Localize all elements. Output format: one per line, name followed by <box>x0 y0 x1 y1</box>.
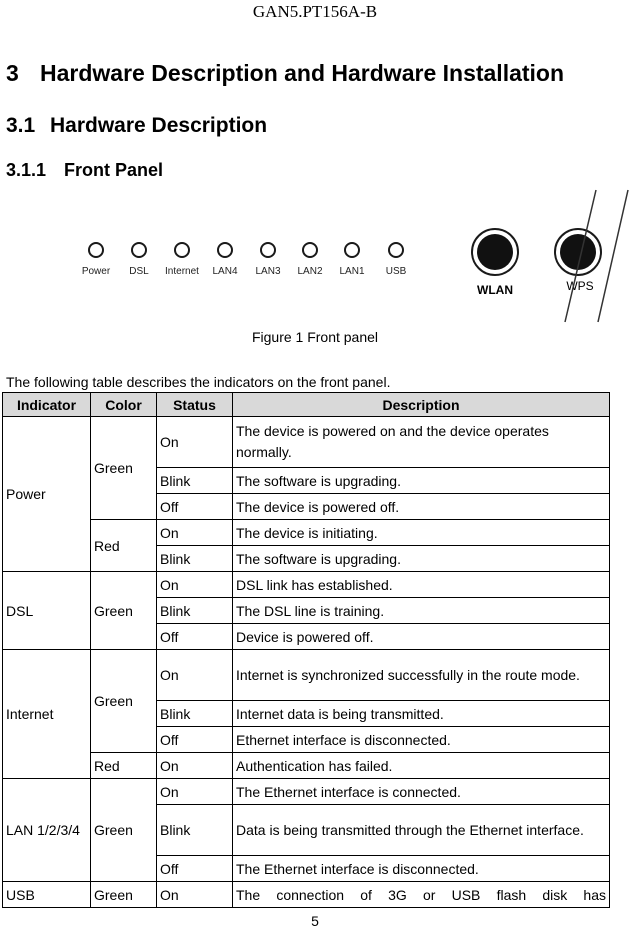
table-row <box>3 650 610 701</box>
color-cell: Green <box>91 572 157 650</box>
status-cell: Blink <box>157 805 233 856</box>
color-cell: Red <box>91 520 157 572</box>
indicator-cell: LAN 1/2/3/4 <box>3 779 91 882</box>
status-cell: Off <box>157 727 233 753</box>
indicator-cell: Internet <box>3 650 91 779</box>
table-row <box>3 882 610 908</box>
status-cell: Blink <box>157 468 233 494</box>
status-cell: Blink <box>157 701 233 727</box>
front-panel-figure <box>0 188 630 326</box>
led-label: USB <box>385 266 407 277</box>
led-label: LAN1 <box>339 266 365 277</box>
led-label: DSL <box>129 266 149 277</box>
wlan-button-icon <box>472 229 518 275</box>
header-cell: Description <box>233 393 610 417</box>
status-cell: Off <box>157 494 233 520</box>
status-cell: On <box>157 650 233 701</box>
table-row <box>3 520 610 546</box>
indicator-cell: DSL <box>3 572 91 650</box>
chapter-title: Hardware Description and Hardware Installation <box>40 60 565 86</box>
section-heading <box>6 114 267 138</box>
table-row <box>3 753 610 779</box>
color-cell: Green <box>91 779 157 882</box>
description-cell: The software is upgrading. <box>233 546 610 572</box>
lan4-led-icon <box>218 243 232 257</box>
table-row <box>3 417 610 468</box>
led-label: LAN2 <box>297 266 323 277</box>
panel-edge-line <box>598 190 628 322</box>
lan3-led-icon <box>261 243 275 257</box>
status-cell: On <box>157 520 233 546</box>
description-cell: Device is powered off. <box>233 624 610 650</box>
figure-caption: Figure 1 Front panel <box>251 329 379 345</box>
table-row <box>3 779 610 805</box>
status-cell: Blink <box>157 598 233 624</box>
description-cell: Authentication has failed. <box>233 753 610 779</box>
indicator-cell: USB <box>3 882 91 908</box>
status-cell: Off <box>157 856 233 882</box>
color-cell: Green <box>91 417 157 520</box>
status-cell: On <box>157 417 233 468</box>
page-number: 5 <box>311 913 319 929</box>
section-title: Hardware Description <box>50 114 268 137</box>
wlan-button-label: WLAN <box>477 283 513 297</box>
description-cell: The DSL line is training. <box>233 598 610 624</box>
header-cell: Status <box>157 393 233 417</box>
led-label: Internet <box>165 266 199 277</box>
status-cell: On <box>157 882 233 908</box>
color-cell: Red <box>91 753 157 779</box>
status-cell: On <box>157 779 233 805</box>
lan1-led-icon <box>345 243 359 257</box>
lan2-led-icon <box>303 243 317 257</box>
subsection-number: 3.1.1 <box>6 160 47 180</box>
table-row <box>3 572 610 598</box>
description-cell: The device is initiating. <box>233 520 610 546</box>
description-cell: The device is powered off. <box>233 494 610 520</box>
description-cell: The device is powered on and the device operates normally. <box>233 417 610 468</box>
subsection-title: Front Panel <box>64 160 164 180</box>
description-cell: The connection of 3G or USB flash disk has <box>233 882 610 908</box>
status-cell: On <box>157 753 233 779</box>
color-cell: Green <box>91 650 157 753</box>
chapter-number: 3 <box>6 60 19 86</box>
description-cell: Internet data is being transmitted. <box>233 701 610 727</box>
chapter-heading <box>6 60 564 87</box>
description-cell: DSL link has established. <box>233 572 610 598</box>
intro-paragraph: The following table describes the indicators on the front panel. <box>6 374 391 390</box>
header-cell: Indicator <box>3 393 91 417</box>
status-cell: Off <box>157 624 233 650</box>
usb-led-icon <box>389 243 403 257</box>
description-cell: The software is upgrading. <box>233 468 610 494</box>
description-cell: The Ethernet interface is disconnected. <box>233 856 610 882</box>
led-label: LAN3 <box>255 266 281 277</box>
description-cell: Data is being transmitted through the Ethernet interface. <box>233 805 610 856</box>
section-number: 3.1 <box>6 114 36 137</box>
indicator-cell: Power <box>3 417 91 572</box>
description-cell: Internet is synchronized successfully in the route mode. <box>233 650 610 701</box>
internet-led-icon <box>175 243 189 257</box>
power-led-icon <box>89 243 103 257</box>
table-header-row <box>3 393 610 417</box>
wps-button-label: WPS <box>566 279 594 293</box>
status-cell: On <box>157 572 233 598</box>
led-label: LAN4 <box>212 266 238 277</box>
description-cell: Ethernet interface is disconnected. <box>233 727 610 753</box>
description-cell: The Ethernet interface is connected. <box>233 779 610 805</box>
color-cell: Green <box>91 882 157 908</box>
header-cell: Color <box>91 393 157 417</box>
indicator-table <box>2 392 610 908</box>
subsection-heading <box>6 160 163 181</box>
dsl-led-icon <box>132 243 146 257</box>
running-header: GAN5.PT156A-B <box>252 2 378 21</box>
led-label: Power <box>81 266 111 277</box>
status-cell: Blink <box>157 546 233 572</box>
